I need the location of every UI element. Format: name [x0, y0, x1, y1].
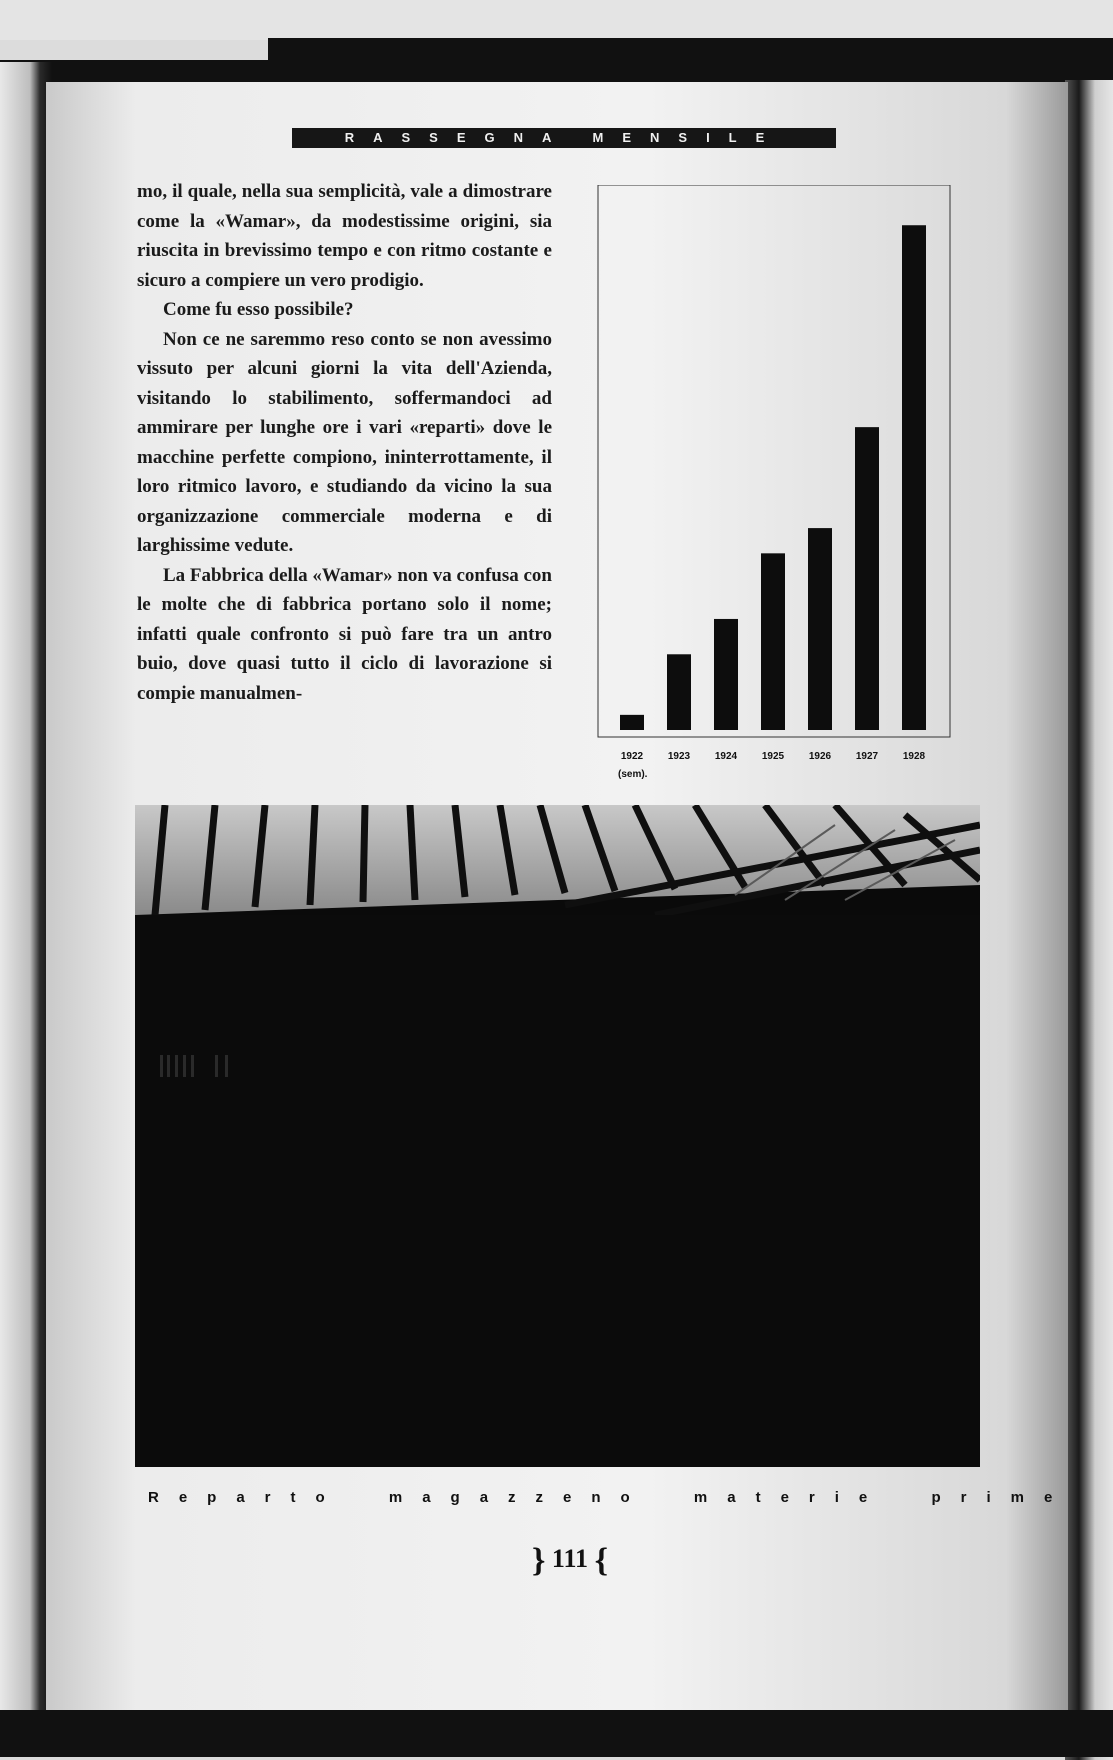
- scan-bottom-shadow: [0, 1710, 1113, 1757]
- bar-1924: [714, 619, 738, 730]
- bar-1926: [808, 528, 832, 730]
- running-header: RASSEGNA MENSILE: [292, 128, 836, 148]
- tick-label-1926: 1926: [808, 751, 832, 762]
- tick-label-1922: 1922: [620, 751, 644, 762]
- paragraph: Non ce ne saremmo reso conto se non avessimo vissuto per alcuni giorni la vita dell'Azienda, visitando lo stabilimento, soffermandoci ad ammirare per lunghe ore i vari «reparti» dove le macchine perfette compiono, ininterrottamente, il loro ritmico lavoro, e studiando da vicino la sua organizzazione commerciale moderna e di larghissime vedute.: [137, 328, 552, 556]
- caption-word: Reparto: [148, 1489, 345, 1506]
- left-brace-ornament: }: [532, 1542, 546, 1579]
- bar-1922: [620, 715, 644, 730]
- caption-word: magazzeno: [388, 1489, 650, 1506]
- paragraph: mo, il quale, nella sua semplicità, vale a dimostrare come la «Wamar», da modestissime origini, sia riuscita in brevissimo tempo e con ritmo costante e sicuro a compiere un vero prodigio.: [137, 181, 552, 291]
- tick-label-1924: 1924: [714, 751, 738, 762]
- tick-label-1927: 1927: [855, 751, 879, 762]
- page-number-value: 111: [551, 1544, 589, 1573]
- scan-right-edge: [1065, 80, 1113, 1760]
- paragraph: La Fabbrica della «Wamar» non va confusa con le molte che di fabbrica portano solo il nome; infatti quale confronto si può fare tra un antro buio, dove quasi tutto il ciclo di lavorazione si compie manualmen-: [137, 564, 552, 704]
- chart-bars: [620, 225, 926, 730]
- bar-1925: [761, 553, 785, 730]
- photo-caption: [130, 1489, 1073, 1506]
- bar-1928: [902, 225, 926, 730]
- chart-category-note: (sem).: [618, 769, 648, 780]
- tick-label-1928: 1928: [902, 751, 926, 762]
- scan-top-margin: [0, 0, 1113, 40]
- caption-word: materie: [693, 1489, 888, 1506]
- page-number: [500, 1542, 640, 1580]
- right-brace-ornament: {: [594, 1542, 608, 1579]
- tick-label-1923: 1923: [667, 751, 691, 762]
- bar-1923: [667, 654, 691, 730]
- photo-illustration: [135, 805, 980, 1467]
- warehouse-photo: [135, 805, 980, 1467]
- tick-label-1925: 1925: [761, 751, 785, 762]
- article-body: [137, 177, 552, 708]
- paragraph: Come fu esso possibile?: [163, 299, 354, 320]
- chart-tick-labels: [621, 751, 926, 762]
- growth-bar-chart: [590, 185, 970, 805]
- scan-left-edge: [0, 62, 52, 1722]
- bar-1927: [855, 427, 879, 730]
- caption-word: prime: [931, 1489, 1073, 1506]
